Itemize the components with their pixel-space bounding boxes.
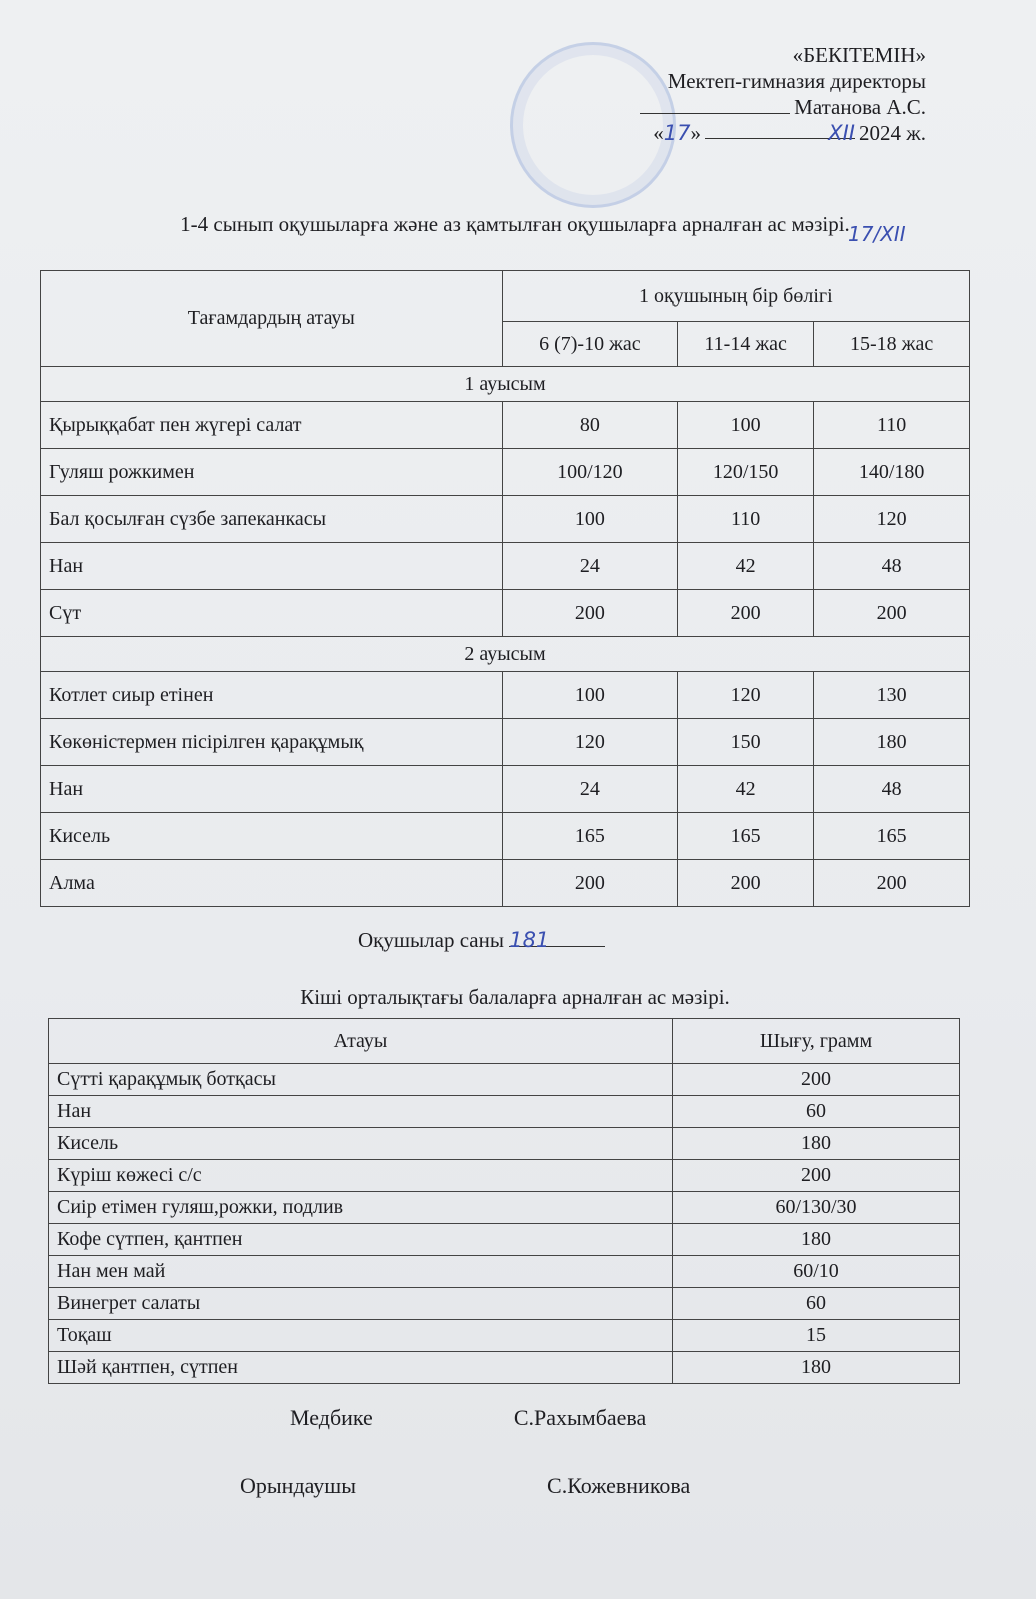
dish-name: Нан	[41, 543, 503, 590]
approval-position: Мектеп-гимназия директоры	[667, 69, 926, 93]
portion-value: 60	[673, 1288, 960, 1320]
portion-value: 60	[673, 1096, 960, 1128]
table-row	[49, 1320, 960, 1352]
portion-value: 60/10	[673, 1256, 960, 1288]
col-name-header: Тағамдардың атауы	[41, 271, 503, 367]
portion-value: 180	[673, 1352, 960, 1384]
portion-value: 120	[678, 672, 814, 719]
approval-heading: «БЕКІТЕМІН»	[792, 43, 926, 67]
table-row	[49, 1064, 960, 1096]
portion-value: 110	[678, 496, 814, 543]
executor-role: Орындаушы	[240, 1473, 357, 1498]
shift2-header: 2 ауысым	[41, 637, 970, 672]
portion-value: 200	[673, 1064, 960, 1096]
dish-name: Сүт	[41, 590, 503, 637]
portion-value: 100	[678, 402, 814, 449]
approval-signature-line	[596, 94, 926, 120]
approval-year: 2024 ж.	[858, 121, 926, 145]
dish-name: Көкөністермен пісірілген қарақұмық	[41, 719, 503, 766]
nurse-role: Медбике	[290, 1405, 373, 1430]
table-row	[49, 1224, 960, 1256]
portion-value: 100	[502, 672, 677, 719]
dish-name: Бал қосылған сүзбе запеканкасы	[41, 496, 503, 543]
portion-value: 200	[502, 860, 677, 907]
portion-value: 80	[502, 402, 677, 449]
table-row	[41, 402, 970, 449]
dish-name: Нан	[41, 766, 503, 813]
table-row	[49, 1288, 960, 1320]
menu1-table	[40, 270, 970, 907]
executor-signature-line	[240, 1473, 690, 1499]
age-header-3: 15-18 жас	[814, 322, 970, 367]
menu2-title: Кіші орталықтағы балаларға арналған ас мәзірі.	[300, 985, 730, 1009]
dish-name: Кисель	[41, 813, 503, 860]
approval-day: 17	[663, 121, 691, 145]
approval-date-line: «17» XII 2024 ж.	[653, 121, 926, 145]
age-header-2: 11-14 жас	[678, 322, 814, 367]
portion-value: 165	[814, 813, 970, 860]
dish-name: Гуляш рожкимен	[41, 449, 503, 496]
director-signature	[640, 95, 790, 114]
portion-value: 60/130/30	[673, 1192, 960, 1224]
portion-value: 120	[814, 496, 970, 543]
student-count-line	[509, 928, 605, 952]
director-name: Матанова А.С.	[794, 95, 926, 119]
student-count-value: 181	[509, 928, 550, 952]
portion-value: 200	[502, 590, 677, 637]
portion-value: 200	[678, 590, 814, 637]
portion-value: 200	[673, 1160, 960, 1192]
table-row	[49, 1352, 960, 1384]
table-row	[41, 590, 970, 637]
col-name-header: Атауы	[49, 1019, 673, 1064]
portion-value: 180	[673, 1128, 960, 1160]
student-count-label: Оқушылар саны	[358, 928, 504, 952]
portion-value: 165	[678, 813, 814, 860]
dish-name: Сиір етімен гуляш,рожки, подлив	[49, 1192, 673, 1224]
col-value-header: Шығу, грамм	[673, 1019, 960, 1064]
dish-name: Кисель	[49, 1128, 673, 1160]
dish-name: Қырыққабат пен жүгері салат	[41, 402, 503, 449]
portion-value: 24	[502, 766, 677, 813]
portion-value: 200	[814, 860, 970, 907]
nurse-signature-line	[290, 1405, 646, 1431]
table-row	[49, 1096, 960, 1128]
portion-value: 150	[678, 719, 814, 766]
dish-name: Нан	[49, 1096, 673, 1128]
nurse-name: С.Рахымбаева	[513, 1405, 647, 1430]
age-header-1: 6 (7)-10 жас	[502, 322, 677, 367]
portion-value: 120/150	[678, 449, 814, 496]
portion-value: 100/120	[502, 449, 677, 496]
menu1-title: 1-4 сынып оқушыларға және аз қамтылған оқушыларға арналған ас мәзірі.	[180, 212, 850, 236]
portion-value: 100	[502, 496, 677, 543]
dish-name: Кофе сүтпен, қантпен	[49, 1224, 673, 1256]
portion-value: 130	[814, 672, 970, 719]
col-group-header: 1 оқушының бір бөлігі	[502, 271, 969, 322]
table-row	[41, 449, 970, 496]
portion-value: 120	[502, 719, 677, 766]
table-row	[41, 672, 970, 719]
portion-value: 165	[502, 813, 677, 860]
table-row	[49, 1128, 960, 1160]
table-row	[41, 860, 970, 907]
portion-value: 140/180	[814, 449, 970, 496]
table-row	[49, 1160, 960, 1192]
table-row	[49, 1192, 960, 1224]
executor-name: С.Кожевникова	[547, 1473, 691, 1498]
portion-value: 180	[673, 1224, 960, 1256]
portion-value: 200	[814, 590, 970, 637]
portion-value: 42	[678, 766, 814, 813]
dish-name: Күріш көжесі с/с	[49, 1160, 673, 1192]
table-row	[41, 813, 970, 860]
dish-name: Винегрет салаты	[49, 1288, 673, 1320]
portion-value: 48	[814, 766, 970, 813]
menu2-table	[48, 1018, 960, 1384]
portion-value: 200	[678, 860, 814, 907]
dish-name: Котлет сиыр етінен	[41, 672, 503, 719]
table-row	[49, 1256, 960, 1288]
dish-name: Тоқаш	[49, 1320, 673, 1352]
portion-value: 180	[814, 719, 970, 766]
dish-name: Алма	[41, 860, 503, 907]
student-count	[358, 928, 605, 953]
portion-value: 110	[814, 402, 970, 449]
table-row	[41, 543, 970, 590]
portion-value: 42	[678, 543, 814, 590]
approval-month: XII	[828, 121, 855, 145]
shift1-header: 1 ауысым	[41, 367, 970, 402]
dish-name: Шәй қантпен, сүтпен	[49, 1352, 673, 1384]
dish-name: Сүтті қарақұмық ботқасы	[49, 1064, 673, 1096]
dish-name: Нан мен май	[49, 1256, 673, 1288]
portion-value: 15	[673, 1320, 960, 1352]
portion-value: 24	[502, 543, 677, 590]
menu1-handwritten-date: 17/XII	[848, 222, 906, 246]
portion-value: 48	[814, 543, 970, 590]
table-row	[41, 496, 970, 543]
approval-block	[596, 42, 926, 146]
table-row	[41, 719, 970, 766]
table-row	[41, 766, 970, 813]
